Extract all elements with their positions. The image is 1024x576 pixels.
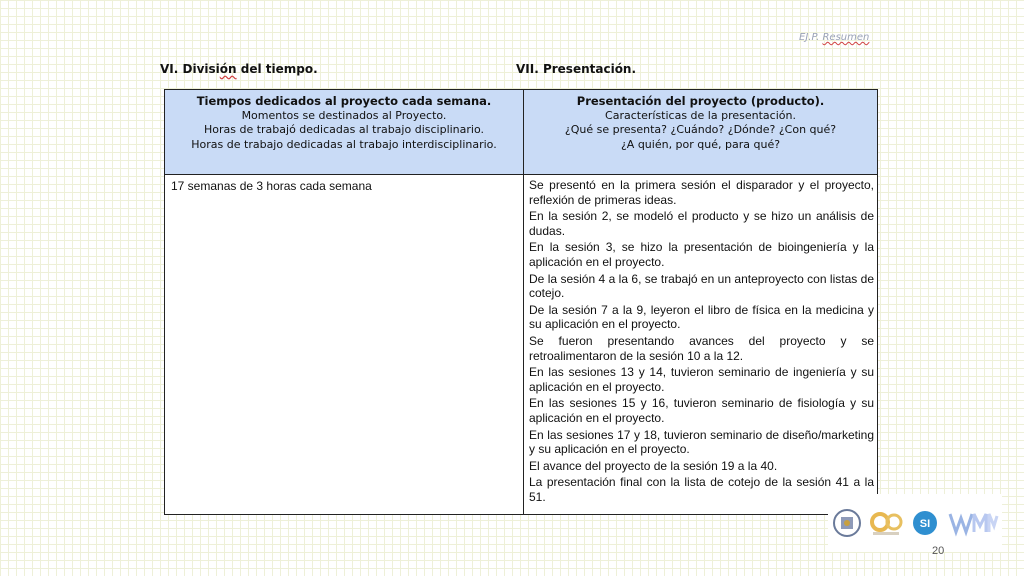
document-tag-word: Resumen <box>822 32 870 43</box>
list-item: Se fueron presentando avances del proyecto y se retroalimentaron de la sesión 10 a la 12. <box>529 333 874 363</box>
section-title-presentation: VII. Presentación. <box>516 62 637 76</box>
list-item: El avance del proyecto de la sesión 19 a la 40. <box>529 458 778 473</box>
header-time-line: Horas de trabajó dedicadas al trabajo disciplinario. <box>203 123 485 136</box>
wm-logo-icon <box>947 508 999 538</box>
header-presentation-line: ¿Qué se presenta? ¿Cuándo? ¿Dónde? ¿Con qué? <box>564 123 837 136</box>
table-cell-time: 17 semanas de 3 horas cada semana <box>171 179 372 193</box>
header-presentation-line: Características de la presentación. <box>605 108 796 122</box>
section-title-left-part1: VI. Divisi <box>160 62 220 76</box>
list-item: En las sesiones 15 y 16, tuvieron seminario de fisiología y su aplicación en el proyecto. <box>529 396 874 425</box>
table-cell-presentation <box>524 175 877 504</box>
list-item: Se presentó en la primera sesión el disparador y el proyecto, reflexión de primeras ideas. <box>529 178 874 207</box>
list-item: En las sesiones 13 y 14, tuvieron seminario de ingeniería y su aplicación en el proyecto. <box>529 365 874 394</box>
content-table <box>164 89 878 515</box>
header-time-line: Momentos se destinados al Proyecto. <box>241 108 447 122</box>
section-title-left-part2: ón <box>219 62 237 76</box>
document-tag-prefix: EJ.P. <box>799 32 823 43</box>
list-item: De la sesión 4 a la 6, se trabajó en un anteproyecto con listas de cotejo. <box>529 271 874 301</box>
page-number: 20 <box>932 545 945 557</box>
section-title-left-part3: del tiempo. <box>236 62 318 76</box>
table-column-time <box>165 90 524 514</box>
document-tag <box>799 32 869 43</box>
anniversary-logo-icon <box>869 508 903 538</box>
list-item: En la sesión 3, se hizo la presentación de bioingeniería y la aplicación en el proyecto. <box>529 240 874 269</box>
table-header-presentation <box>524 90 877 175</box>
table-column-presentation <box>524 90 877 514</box>
header-presentation-title: Presentación del proyecto (producto). <box>576 94 825 108</box>
footer-logos <box>828 494 1002 552</box>
list-item: La presentación final con la lista de cotejo de la sesión 41 a la 51. <box>529 475 874 504</box>
list-item: De la sesión 7 a la 9, leyeron el libro de física en la medicina y su aplicación en el proyecto. <box>529 302 874 332</box>
svg-text:SI: SI <box>919 518 930 530</box>
list-item: En la sesión 2, se modeló el producto y se hizo un análisis de dudas. <box>529 209 874 238</box>
header-time-title: Tiempos dedicados al proyecto cada semana. <box>196 94 492 108</box>
unam-seal-icon <box>832 508 862 538</box>
list-item: En las sesiones 17 y 18, tuvieron seminario de diseño/marketing y su aplicación en el proyecto. <box>529 427 874 457</box>
section-title-time-division <box>160 62 318 76</box>
table-header-time <box>165 90 523 175</box>
header-presentation-line: ¿A quién, por qué, para qué? <box>620 137 781 151</box>
header-time-line: Horas de trabajo dedicadas al trabajo interdisciplinario. <box>191 137 497 151</box>
si-logo-icon <box>910 508 940 538</box>
